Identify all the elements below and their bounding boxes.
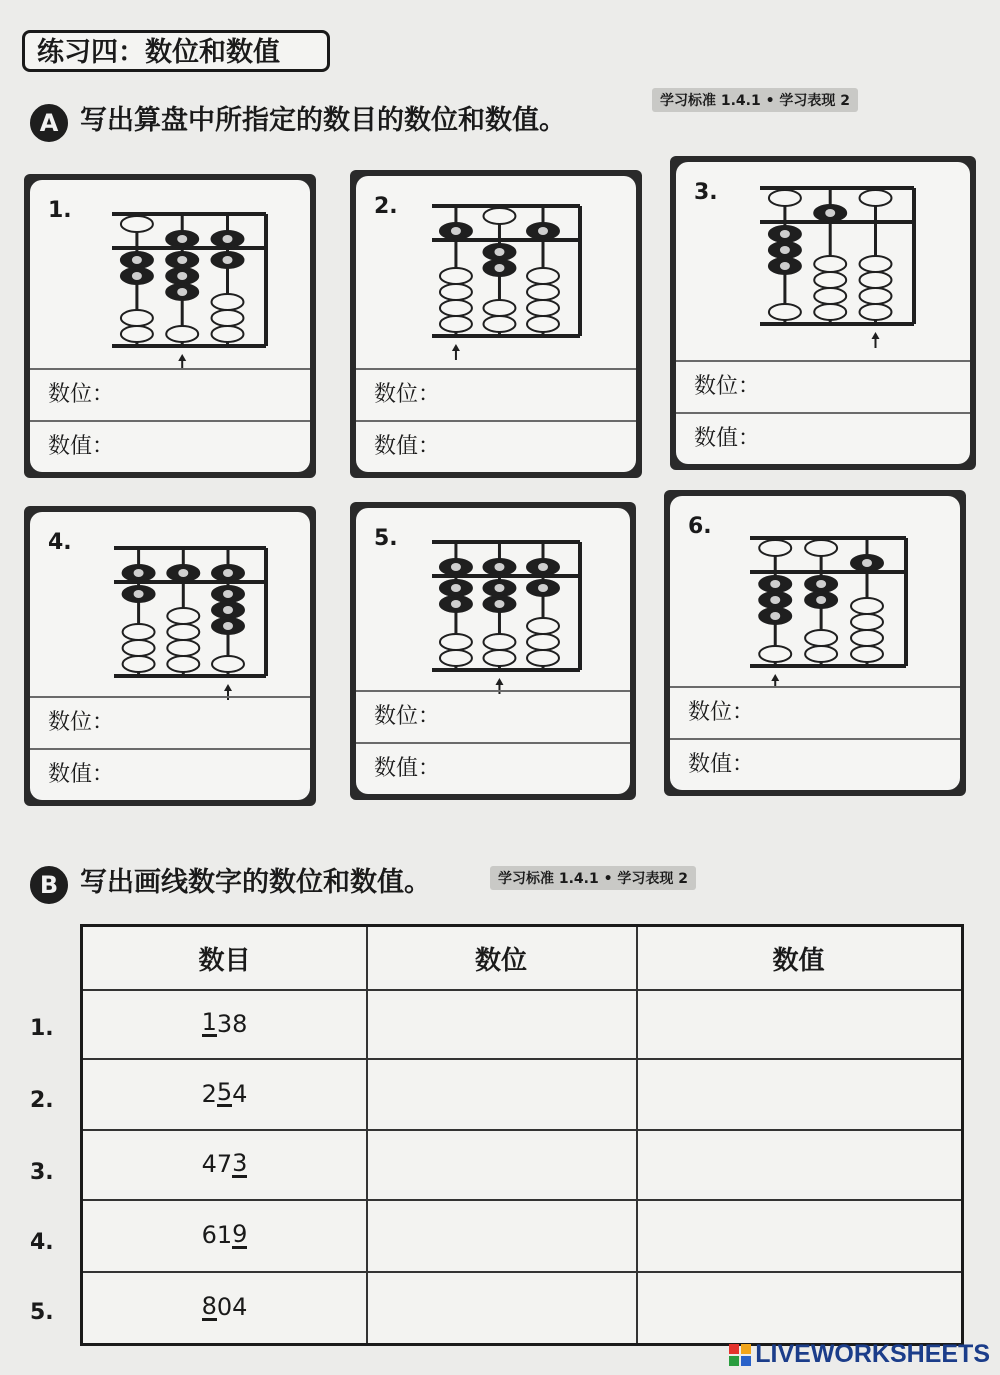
bead-highlight: [223, 606, 233, 614]
abacus-bead: [805, 630, 837, 646]
abacus-card: [664, 490, 966, 796]
value-answer-field[interactable]: [758, 750, 928, 780]
bead-highlight: [178, 569, 188, 577]
abacus-bead: [212, 294, 244, 310]
table-row: [83, 1199, 961, 1273]
bead-highlight: [780, 246, 790, 254]
value-label: 数值：: [694, 426, 761, 451]
number-cell: [83, 1199, 368, 1271]
abacus-bead: [860, 288, 892, 304]
place-answer-cell[interactable]: [366, 1129, 638, 1199]
digit: 8: [232, 1009, 248, 1038]
value-label: 数值：: [374, 434, 441, 459]
abacus-bead: [123, 624, 155, 640]
abacus-bead: [166, 326, 198, 342]
place-row: [356, 690, 630, 740]
number-cell: [83, 1271, 368, 1343]
abacus-bead: [860, 304, 892, 320]
place-label: 数位：: [694, 374, 761, 399]
bead-highlight: [223, 256, 233, 264]
row-number: 2.: [30, 1088, 54, 1113]
abacus-bead: [167, 608, 199, 624]
bead-highlight: [223, 235, 233, 243]
bead-highlight: [780, 262, 790, 270]
abacus-bead: [769, 304, 801, 320]
digit: 0: [216, 1293, 233, 1321]
bead-highlight: [451, 600, 461, 608]
abacus-card-number: 2.: [374, 194, 398, 219]
digit: 6: [201, 1221, 217, 1249]
value-label: 数值：: [48, 434, 115, 459]
bead-highlight: [134, 590, 144, 598]
place-row: [30, 696, 310, 746]
abacus-card-number: 4.: [48, 530, 72, 555]
bead-highlight: [494, 264, 504, 272]
header-value: 数值: [772, 945, 825, 976]
value-row: [30, 420, 310, 470]
value-answer-field[interactable]: [764, 424, 934, 454]
place-row: [670, 686, 960, 736]
abacus-bead: [814, 272, 846, 288]
bead-highlight: [132, 272, 142, 280]
abacus-card: [350, 170, 642, 478]
place-row: [30, 368, 310, 418]
abacus-bead: [440, 316, 472, 332]
abacus-bead: [814, 288, 846, 304]
arrow-up-icon: [452, 344, 460, 351]
number-cell: [83, 989, 368, 1058]
bead-highlight: [770, 612, 780, 620]
bead-highlight: [223, 590, 233, 598]
abacus-bead: [814, 256, 846, 272]
abacus-bead: [860, 256, 892, 272]
place-answer-cell[interactable]: [366, 1199, 638, 1271]
place-answer-field[interactable]: [118, 380, 288, 410]
bead-highlight: [451, 563, 461, 571]
digit: 4: [232, 1293, 248, 1321]
value-answer-cell[interactable]: [636, 989, 961, 1058]
abacus-bead: [483, 208, 515, 224]
abacus-bead: [440, 268, 472, 284]
abacus-card-body: [356, 176, 636, 472]
bead-highlight: [780, 230, 790, 238]
value-row: [356, 420, 636, 470]
abacus-bead: [814, 304, 846, 320]
row-number: 5.: [30, 1300, 54, 1325]
bead-highlight: [134, 569, 144, 577]
bead-highlight: [538, 227, 548, 235]
abacus-bead: [440, 650, 472, 666]
abacus-card-body: [356, 508, 630, 794]
place-label: 数位：: [48, 382, 115, 407]
value-answer-cell[interactable]: [636, 1058, 961, 1129]
value-answer-cell[interactable]: [636, 1129, 961, 1199]
abacus-bead: [121, 310, 153, 326]
digit: 4: [232, 1079, 248, 1108]
abacus-bead: [759, 646, 791, 662]
abacus-card: [670, 156, 976, 470]
abacus-picture: [356, 176, 636, 366]
bead-highlight: [538, 584, 548, 592]
abacus-card: [24, 174, 316, 478]
abacus-card-body: [30, 180, 310, 472]
abacus-bead: [860, 190, 892, 206]
bead-highlight: [451, 227, 461, 235]
bead-highlight: [816, 580, 826, 588]
value-label: 数值：: [688, 752, 755, 777]
section-a-instruction: 写出算盘中所指定的数目的数位和数值。: [80, 105, 566, 136]
abacus-card: [350, 502, 636, 800]
bead-highlight: [770, 596, 780, 604]
place-label: 数位：: [374, 382, 441, 407]
header-place: 数位: [366, 927, 638, 989]
abacus-bead: [527, 316, 559, 332]
section-b-instruction: 写出画线数字的数位和数值。: [80, 867, 431, 898]
abacus-picture: [676, 162, 970, 352]
bead-highlight: [816, 596, 826, 604]
bead-highlight: [223, 569, 233, 577]
abacus-bead: [851, 646, 883, 662]
abacus-card-body: [30, 512, 310, 800]
abacus-bead: [483, 650, 515, 666]
place-value-table: [80, 924, 964, 1346]
arrow-up-icon: [224, 684, 232, 691]
bead-highlight: [132, 256, 142, 264]
liveworksheets-logo-icon: [729, 1344, 751, 1366]
abacus-bead: [212, 310, 244, 326]
abacus-bead: [440, 634, 472, 650]
table-row: [83, 1271, 961, 1343]
value-row: [670, 738, 960, 788]
abacus-bead: [769, 190, 801, 206]
abacus-bead: [121, 216, 153, 232]
bead-highlight: [494, 600, 504, 608]
abacus-card-body: [670, 496, 960, 790]
abacus-bead: [851, 598, 883, 614]
abacus-bead: [759, 540, 791, 556]
value-answer-field[interactable]: [118, 760, 288, 790]
abacus-card-number: 6.: [688, 514, 712, 539]
worksheet-title: 练习四：数位和数值: [22, 30, 330, 72]
watermark-text: LIVEWORKSHEETS: [755, 1340, 990, 1368]
bead-highlight: [177, 272, 187, 280]
abacus-bead: [167, 656, 199, 672]
abacus-picture: [30, 512, 310, 702]
arrow-up-icon: [872, 332, 880, 339]
arrow-up-icon: [495, 678, 503, 685]
abacus-bead: [123, 656, 155, 672]
place-label: 数位：: [374, 704, 441, 729]
bead-highlight: [825, 209, 835, 217]
bead-highlight: [177, 256, 187, 264]
row-number: 4.: [30, 1230, 54, 1255]
number-cell: [83, 1129, 368, 1199]
abacus-bead: [167, 640, 199, 656]
section-a-standard: 学习标准 1.4.1 • 学习表现 2: [652, 88, 858, 112]
abacus-picture: [30, 180, 310, 370]
value-row: [676, 412, 970, 462]
digit: 3: [216, 1009, 233, 1038]
digit: 4: [201, 1150, 217, 1178]
place-answer-field[interactable]: [118, 708, 288, 738]
underlined-digit: 9: [232, 1219, 248, 1248]
abacus-bead: [527, 634, 559, 650]
abacus-bead: [212, 656, 244, 672]
place-answer-cell[interactable]: [366, 989, 638, 1058]
abacus-bead: [805, 646, 837, 662]
underlined-digit: 3: [232, 1148, 248, 1177]
abacus-bead: [527, 618, 559, 634]
abacus-card-number: 1.: [48, 198, 72, 223]
abacus-bead: [527, 300, 559, 316]
abacus-bead: [860, 272, 892, 288]
abacus-bead: [805, 540, 837, 556]
table-row: [83, 1129, 961, 1201]
abacus-card-number: 3.: [694, 180, 718, 205]
place-row: [676, 360, 970, 410]
arrow-up-icon: [771, 674, 779, 681]
place-answer-field[interactable]: [764, 372, 934, 402]
underlined-digit: 5: [216, 1078, 233, 1106]
abacus-picture: [670, 496, 960, 686]
digit: 7: [216, 1150, 233, 1178]
number-cell: [83, 1058, 368, 1129]
value-row: [30, 748, 310, 798]
underlined-digit: 1: [201, 1008, 217, 1036]
abacus-bead: [527, 268, 559, 284]
place-label: 数位：: [48, 710, 115, 735]
abacus-bead: [483, 634, 515, 650]
place-label: 数位：: [688, 700, 755, 725]
digit: 1: [216, 1221, 233, 1249]
abacus-bead: [212, 326, 244, 342]
abacus-bead: [123, 640, 155, 656]
table-row: [83, 989, 961, 1060]
bead-highlight: [223, 622, 233, 630]
row-number: 1.: [30, 1016, 54, 1041]
liveworksheets-watermark: [729, 1340, 990, 1369]
bead-highlight: [494, 563, 504, 571]
place-answer-cell[interactable]: [366, 1058, 638, 1129]
bead-highlight: [862, 559, 872, 567]
place-answer-field[interactable]: [758, 698, 928, 728]
bead-highlight: [451, 584, 461, 592]
bead-highlight: [177, 235, 187, 243]
abacus-bead: [527, 284, 559, 300]
place-row: [356, 368, 636, 418]
value-answer-field[interactable]: [444, 754, 614, 784]
table-row: [83, 1058, 961, 1131]
section-b-badge: B: [30, 866, 68, 904]
abacus-bead: [121, 326, 153, 342]
abacus-bead: [440, 284, 472, 300]
abacus-card-body: [676, 162, 970, 464]
abacus-bead: [851, 614, 883, 630]
bead-highlight: [538, 563, 548, 571]
value-answer-cell[interactable]: [636, 1199, 961, 1271]
section-b-standard: 学习标准 1.4.1 • 学习表现 2: [490, 866, 696, 890]
arrow-up-icon: [178, 354, 186, 361]
section-a-badge: A: [30, 104, 68, 142]
value-answer-field[interactable]: [444, 432, 614, 462]
abacus-card: [24, 506, 316, 806]
abacus-bead: [440, 300, 472, 316]
abacus-bead: [527, 650, 559, 666]
place-answer-field[interactable]: [444, 380, 614, 410]
table-header-row: [83, 927, 961, 991]
abacus-bead: [483, 300, 515, 316]
place-answer-field[interactable]: [444, 702, 614, 732]
bead-highlight: [177, 288, 187, 296]
abacus-card-number: 5.: [374, 526, 398, 551]
abacus-bead: [483, 316, 515, 332]
abacus-bead: [851, 630, 883, 646]
value-label: 数值：: [374, 756, 441, 781]
bead-highlight: [494, 248, 504, 256]
underlined-digit: 8: [201, 1291, 217, 1320]
row-number: 3.: [30, 1160, 54, 1185]
bead-highlight: [770, 580, 780, 588]
abacus-bead: [167, 624, 199, 640]
value-answer-cell[interactable]: [636, 1271, 961, 1343]
digit: 2: [201, 1079, 217, 1108]
place-answer-cell[interactable]: [366, 1271, 638, 1343]
value-answer-field[interactable]: [118, 432, 288, 462]
header-number: 数目: [83, 927, 368, 989]
value-row: [356, 742, 630, 792]
bead-highlight: [494, 584, 504, 592]
value-label: 数值：: [48, 762, 115, 787]
